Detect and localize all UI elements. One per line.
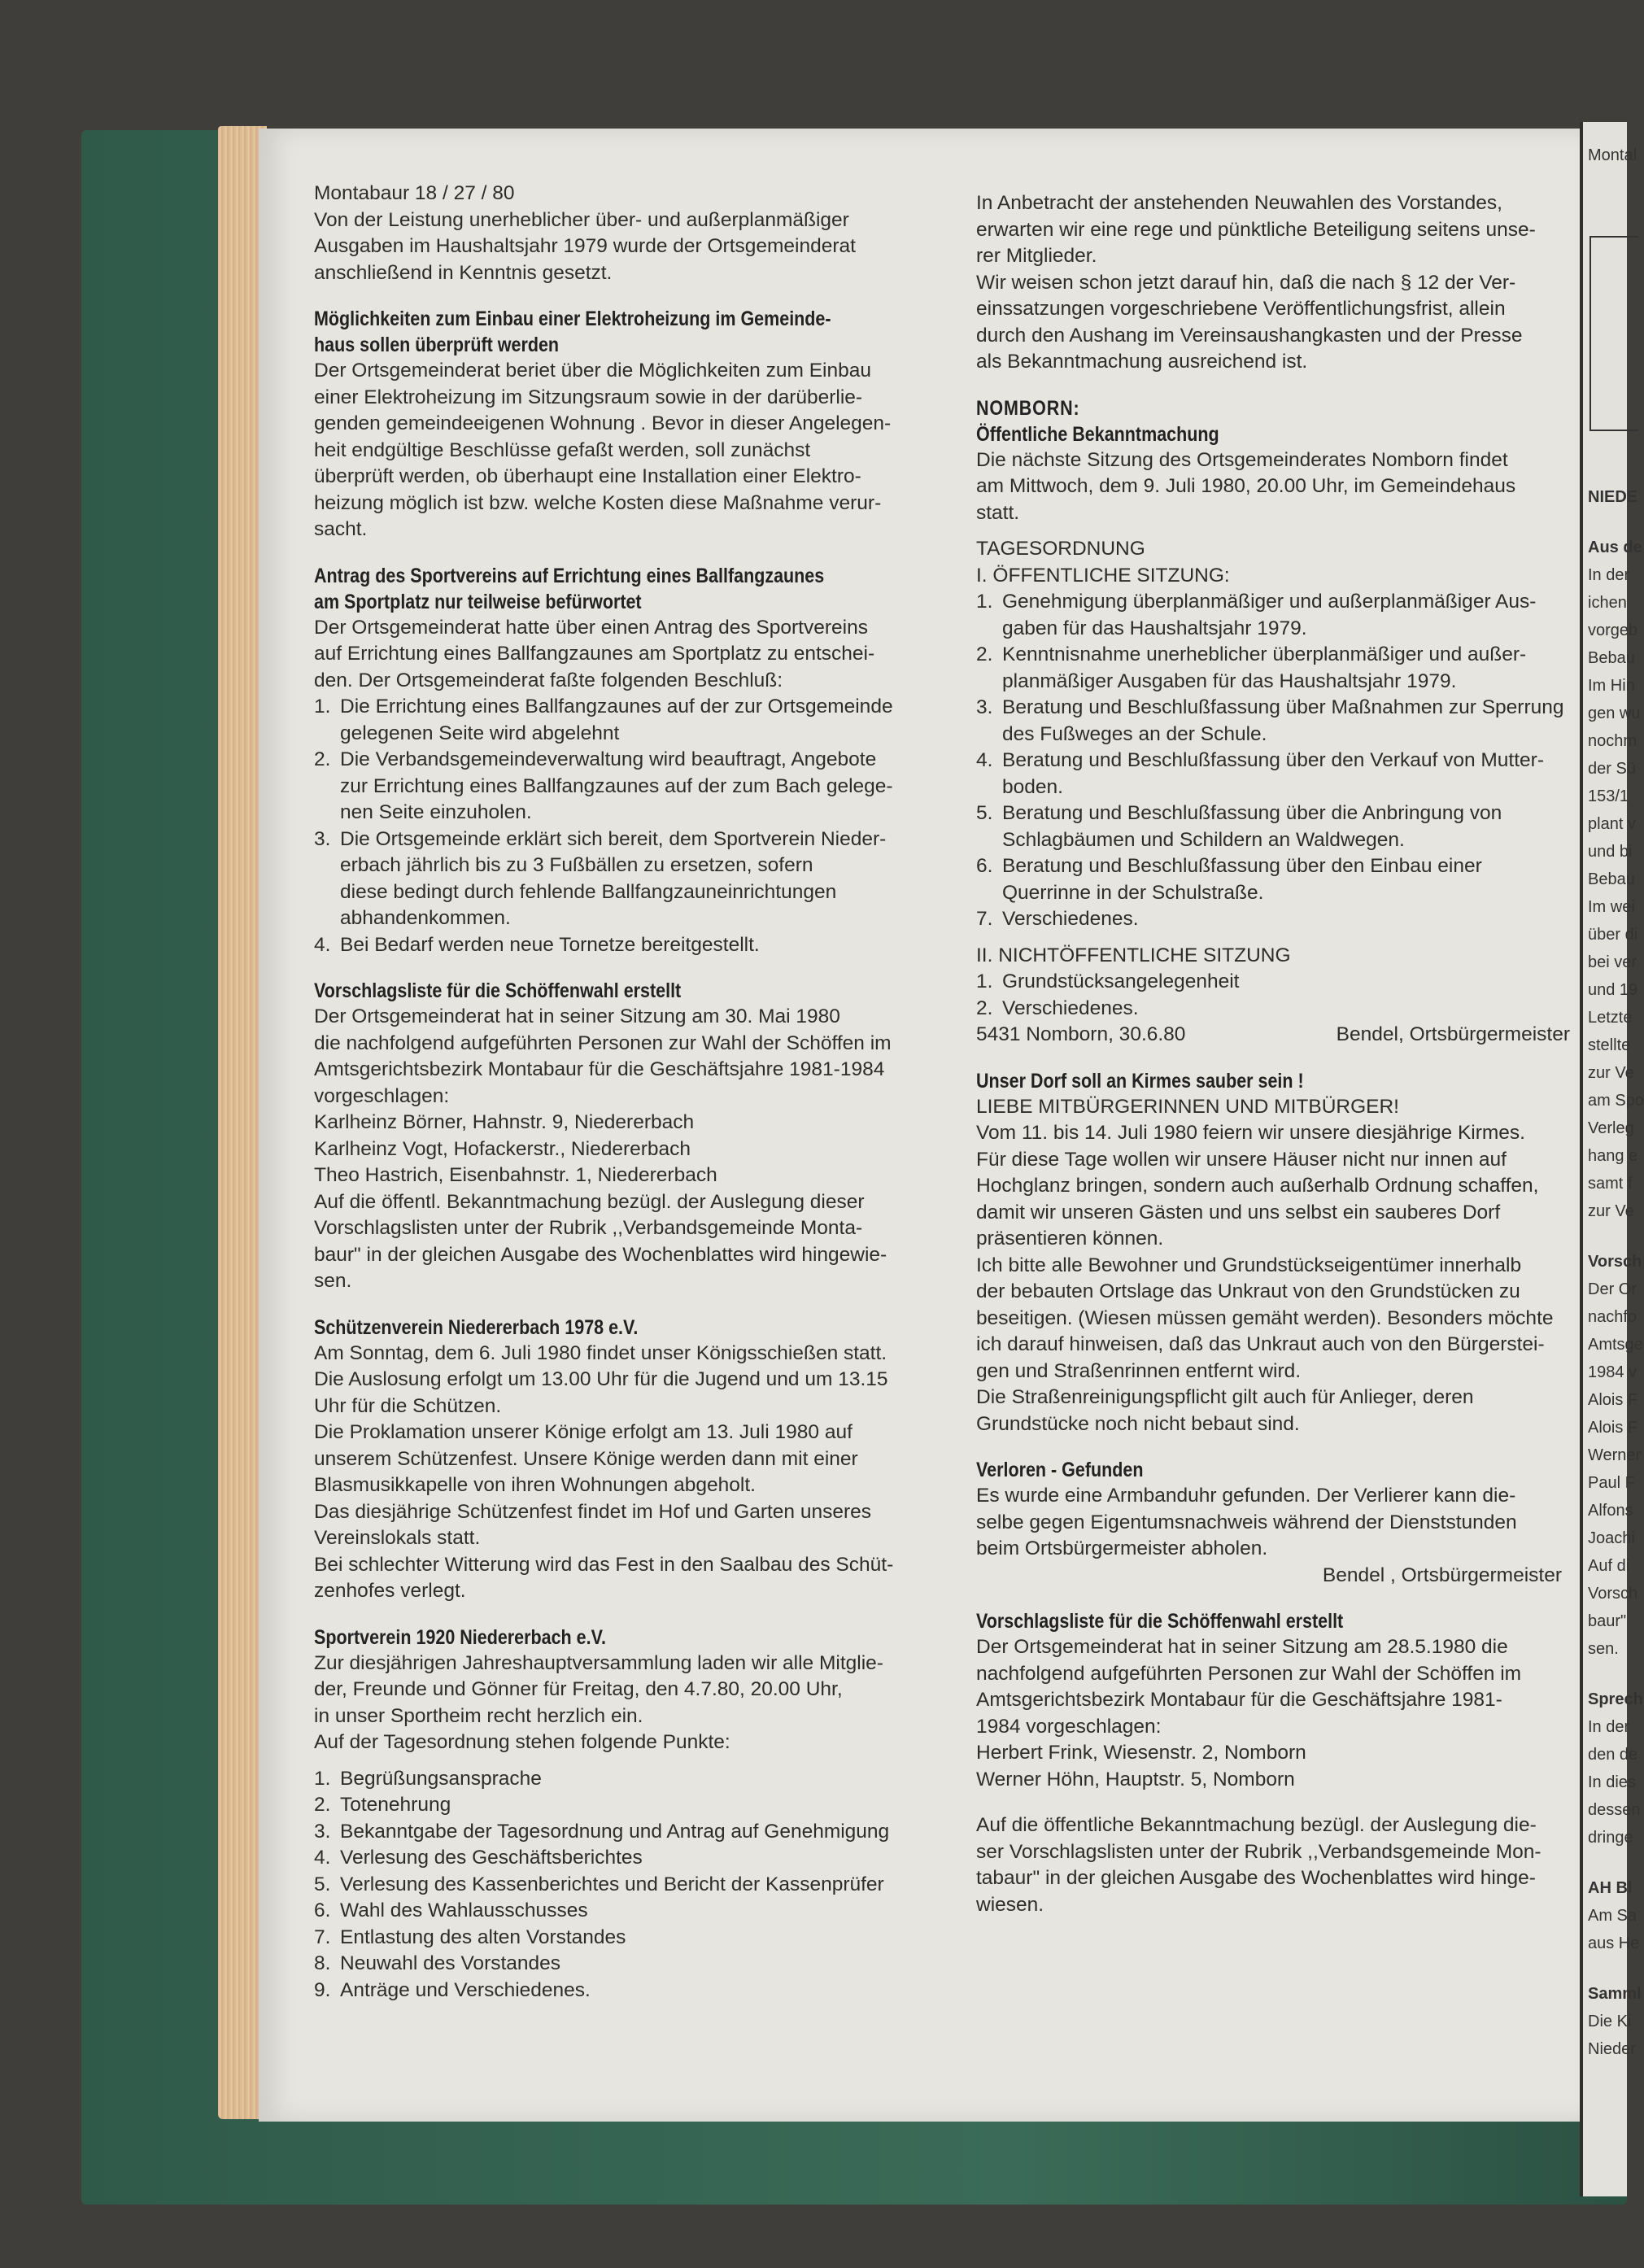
next-page-text-fragment: Auf di [1588, 1557, 1630, 1575]
list-item-number: 3. [314, 827, 331, 850]
article-heading: Vorschlagsliste für die Schöffenwahl erstellt [976, 1610, 1344, 1633]
list-item-number: 7. [314, 1926, 331, 1948]
list-item-text: Verschiedenes. [1002, 908, 1139, 930]
list-item [314, 1925, 957, 1952]
article-heading: Antrag des Sportvereins auf Errichtung eines Ballfangzaunes am Sportplatz nur teilweise befürwortet [314, 564, 825, 613]
spacer [976, 1793, 1578, 1803]
resolution-list [314, 694, 957, 958]
list-item [314, 1978, 957, 2004]
next-page-text-fragment: nachfo [1588, 1308, 1637, 1326]
next-page-text-fragment: Samml [1588, 1985, 1642, 2003]
list-item [314, 1872, 957, 1899]
article-heading: Schützenverein Niedererbach 1978 e.V. [314, 1315, 639, 1339]
next-page-text-fragment: Alfons [1588, 1502, 1633, 1520]
next-page-text-fragment: Letzte [1588, 1009, 1633, 1027]
list-item-text: Anträge und Verschiedenes. [340, 1978, 591, 2001]
article-body: In Anbetracht der anstehenden Neuwahlen des Vorstandes, erwarten wir eine rege und pünktliche Beteiligung seitens unse- rer Mitglieder. Wir weisen schon jetzt darauf hin, daß die nach § 12 der Ver- einssatzungen vorgeschriebene Veröffentlichungsfrist, allein durch den Aushang im Vereinsaushangkasten und der Presse als Bekanntmachung ausreichend ist. [976, 192, 1536, 373]
list-item-number: 1. [314, 696, 331, 717]
list-item-text: Grundstücksangelegenheit [1002, 970, 1240, 992]
next-page-text-fragment: Vorsch [1588, 1585, 1638, 1603]
next-page-text-fragment: Verleg [1588, 1119, 1634, 1137]
next-page-box [1589, 236, 1638, 431]
next-page-text-fragment: In der [1588, 566, 1630, 584]
list-item-number: 6. [976, 855, 993, 877]
next-page-text-fragment: Nieder [1588, 2040, 1636, 2058]
signature-place-date: 5431 Nomborn, 30.6.80 [976, 1023, 1186, 1045]
article-heading: Unser Dorf soll an Kirmes sauber sein ! [976, 1069, 1304, 1093]
next-page-text-fragment: hang e [1588, 1147, 1638, 1165]
spacer [314, 1756, 957, 1766]
article-heading: Öffentliche Bekanntmachung [976, 422, 1219, 446]
left-column [314, 181, 957, 2023]
next-page-text-fragment: 1984 v [1588, 1363, 1637, 1381]
signature-name: Bendel, Ortsbürgermeister [1336, 1023, 1570, 1045]
next-page-text-fragment: 153/1 [1588, 787, 1629, 805]
nonpublic-agenda-list [976, 969, 1578, 1022]
public-session-heading: I. ÖFFENTLICHE SITZUNG: [976, 564, 1230, 587]
list-item [314, 1766, 957, 1793]
right-column [976, 190, 1578, 1938]
list-item-number: 4. [976, 749, 993, 771]
public-agenda-list [976, 589, 1578, 933]
next-page-text-fragment: dringe [1588, 1829, 1633, 1847]
article-heading: Sportverein 1920 Niedererbach e.V. [314, 1625, 606, 1649]
list-item [976, 748, 1578, 800]
next-page-text-fragment: baur" [1588, 1612, 1627, 1630]
list-item-number: 4. [314, 933, 331, 956]
list-item-number: 5. [976, 802, 993, 824]
article-body: Auf die öffentliche Bekanntmachung bezügl. der Auslegung die- ser Vorschlagslisten unter der Rubrik ,,Verbandsgemeinde Mon- tabaur" in der gleichen Ausgabe des Wochenblattes wird hinge- wiesen. [976, 1814, 1542, 1916]
list-item [314, 694, 957, 747]
list-item-number: 1. [976, 591, 993, 613]
next-page-text-fragment: stellte [1588, 1036, 1631, 1054]
article-heading: Möglichkeiten zum Einbau einer Elektroheizung im Gemeinde- haus sollen überprüft werden [314, 307, 831, 356]
agenda-heading: TAGESORDNUNG [976, 538, 1145, 560]
list-item-number: 4. [314, 1847, 331, 1869]
list-item-text: Wahl des Wahlausschusses [340, 1899, 588, 1921]
next-page-text-fragment: Im Hin [1588, 677, 1635, 695]
article-schoeffen-left [314, 978, 957, 1295]
list-item-text: Beratung und Beschlußfassung über den Einbau einer Querrinne in der Schulstraße. [1002, 855, 1482, 904]
article-schuetzenverein [314, 1315, 957, 1605]
list-item-number: 9. [314, 1978, 331, 2001]
list-item-text: Beratung und Beschlußfassung über Maßnahmen zur Sperrung des Fußweges an der Schule. [1002, 696, 1564, 745]
spacer [976, 1803, 1578, 1812]
list-item-text: Bei Bedarf werden neue Tornetze bereitgestellt. [340, 933, 760, 956]
list-item-text: Begrüßungsansprache [340, 1767, 542, 1790]
article-body: Die nächste Sitzung des Ortsgemeinderates Nomborn findet am Mittwoch, dem 9. Juli 1980, 20.00 Uhr, im Gemeindehaus statt. [976, 448, 1516, 524]
list-item-text: Die Errichtung eines Ballfangzaunes auf der zur Ortsgemeinde gelegenen Seite wird abgelehnt [340, 696, 893, 744]
list-item [976, 800, 1578, 853]
list-item [976, 996, 1578, 1023]
list-item-number: 8. [314, 1952, 331, 1974]
next-page-text-fragment: Paul F [1588, 1474, 1635, 1492]
page-header-line: Montabaur 18 / 27 / 80 [314, 182, 515, 204]
next-page-text-fragment: NIEDE [1588, 488, 1638, 506]
list-item-number: 7. [976, 908, 993, 930]
list-item-text: Kenntnisnahme unerheblicher überplanmäßiger und außer- planmäßiger Ausgaben für das Haushaltsjahr 1979. [1002, 643, 1527, 692]
list-item-text: Beratung und Beschlußfassung über die Anbringung von Schlagbäumen und Schildern an Waldwegen. [1002, 802, 1502, 851]
article-body: Es wurde eine Armbanduhr gefunden. Der Verlierer kann die- selbe gegen Eigentumsnachweis während der Dienststunden beim Ortsbürgermeister abholen. [976, 1485, 1517, 1559]
list-item-text: Verschiedenes. [1002, 997, 1139, 1019]
intro-text: Von der Leistung unerheblicher über- und außerplanmäßiger Ausgaben im Haushaltsjahr 1979 wurde der Ortsgemeinderat anschließend in Kenntnis gesetzt. [314, 208, 856, 284]
list-item [314, 1819, 957, 1846]
list-item [976, 906, 1578, 933]
next-page-text-fragment: den de [1588, 1746, 1638, 1764]
next-page-text-fragment: Montal [1588, 146, 1637, 164]
next-page-text-fragment: Die Ki [1588, 2013, 1632, 2030]
next-page-text-fragment: Werner [1588, 1446, 1642, 1464]
list-item-number: 3. [314, 1820, 331, 1843]
list-item-number: 2. [314, 748, 331, 770]
next-page-text-fragment: Im wei [1588, 898, 1635, 916]
next-page-text-fragment: Am Sa [1588, 1907, 1637, 1925]
next-page-text-fragment: der Sü [1588, 760, 1636, 778]
list-item [314, 1792, 957, 1819]
article-body: Der Ortsgemeinderat hat in seiner Sitzung am 28.5.1980 die nachfolgend aufgeführten Personen zur Wahl der Schöffen im Amtsgerichtsbezirk Montabaur für die Geschäftsjahre 1981- 1984 vorgeschlagen: Herbert Frink, Wiesenstr. 2, Nomborn Werner Höhn, Hauptstr. 5, Nomborn [976, 1636, 1522, 1790]
list-item-text: Die Verbandsgemeindeverwaltung wird beauftragt, Angebote zur Errichtung eines Ballfangzaunes auf der zum Bach gelege- nen Seite einzuholen. [340, 748, 893, 823]
next-page-text-fragment: Alois F [1588, 1419, 1638, 1437]
next-page-text-fragment: Alois F [1588, 1391, 1638, 1409]
list-item-text: Die Ortsgemeinde erklärt sich bereit, dem Sportverein Nieder- erbach jährlich bis zu 3 Fußbällen zu ersetzen, sofern diese bedingt durch fehlende Ballfangzauneinrichtungen abhandenkommen. [340, 827, 887, 929]
next-page-text-fragment: AH Bl [1588, 1879, 1633, 1897]
list-item-number: 6. [314, 1899, 331, 1921]
list-item [314, 1898, 957, 1925]
next-page-text-fragment: ichen [1588, 594, 1627, 612]
next-page-text-fragment: Der Or [1588, 1280, 1637, 1298]
article-schoeffen-right [976, 1608, 1578, 1918]
next-page-text-fragment: zur Ve [1588, 1064, 1634, 1082]
next-page-text-fragment: gen wu [1588, 704, 1641, 722]
list-item-text: Totenehrung [340, 1794, 451, 1816]
next-page-text-fragment: Bebau [1588, 649, 1635, 667]
list-item-number: 1. [314, 1767, 331, 1790]
list-item-number: 2. [976, 997, 993, 1019]
article-kirmes [976, 1068, 1578, 1438]
next-page-text-fragment: bei ver [1588, 953, 1637, 971]
article-heading: Verloren - Gefunden [976, 1459, 1144, 1481]
next-page-text-fragment: und bi [1588, 843, 1633, 861]
article-body: Der Ortsgemeinderat beriet über die Möglichkeiten zum Einbau einer Elektroheizung im Sitzungsraum sowie in der darüberlie- genden gemeindeeigenen Wohnung . Bevor in dieser Angelegen- heit endgültige Beschlüsse gefaßt werden, soll zunächst überprüft werden, ob überhaupt eine Installation einer Elektro- heizung möglich ist bzw. welche Kosten diese Maßnahme verur- sacht. [314, 360, 892, 540]
next-page-text-fragment: vorgeb [1588, 622, 1638, 639]
article-sportverein [314, 1625, 957, 2004]
agenda-list [314, 1766, 957, 2004]
list-item-text: Verlesung des Kassenberichtes und Bericht der Kassenprüfer [340, 1873, 884, 1895]
next-page-text-fragment: plant v [1588, 815, 1636, 833]
article-lost-found [976, 1457, 1578, 1589]
next-page-text-fragment: Joachi [1588, 1529, 1635, 1547]
next-page-text-fragment: Vorsch [1588, 1253, 1642, 1271]
next-page-text-fragment: In der [1588, 1718, 1630, 1736]
next-page-text-fragment: dessen [1588, 1801, 1641, 1819]
list-item [314, 1845, 957, 1872]
list-item-text: Verlesung des Geschäftsberichtes [340, 1847, 643, 1869]
next-page-text-fragment: nochm [1588, 732, 1637, 750]
list-item-number: 2. [314, 1794, 331, 1816]
list-item-number: 2. [976, 643, 993, 665]
list-item [976, 589, 1578, 642]
list-item [976, 969, 1578, 996]
article-body: LIEBE MITBÜRGERINNEN UND MITBÜRGER! Vom 11. bis 14. Juli 1980 feiern wir unsere diesjährige Kirmes. Für diese Tage wollen wir unsere Häuser nicht nur innen auf Hochglanz bringen, sondern auch außerhalb Ordnung schaffen, damit wir unseren Gästen und uns selbst ein sauberes Dorf präsentieren können. Ich bitte alle Bewohner und Grundstückseigentümer innerhalb der bebauten Ortslage das Unkraut von den Grundstücken zu beseitigen. (Wiesen müssen gemäht werden). Besonders möchte ich darauf hinweisen, daß das Unkraut auch von den Bürgerstei- gen und Straßenrinnen entfernt wird. Die Straßenreinigungspflicht gilt auch für Anlieger, deren Grundstücke noch nicht bebaut sind. [976, 1095, 1554, 1435]
list-item-text: Beratung und Beschlußfassung über den Verkauf von Mutter- boden. [1002, 749, 1544, 798]
list-item [314, 1951, 957, 1978]
list-item-text: Neuwahl des Vorstandes [340, 1952, 561, 1974]
article-heading: Vorschlagsliste für die Schöffenwahl erstellt [314, 979, 682, 1002]
next-page-text-fragment: Aus de [1588, 539, 1642, 556]
list-item [314, 827, 957, 932]
list-item [976, 642, 1578, 695]
list-item-text: Bekanntgabe der Tagesordnung und Antrag auf Genehmigung [340, 1820, 890, 1843]
article-heating [314, 306, 957, 543]
list-item [314, 747, 957, 827]
next-page-text-fragment: samt f [1588, 1175, 1633, 1193]
list-item-number: 1. [976, 970, 993, 992]
article-nomborn [976, 395, 1578, 1049]
list-item [314, 932, 957, 959]
spacer [976, 933, 1578, 943]
next-page-text-fragment: zur Ve [1588, 1202, 1634, 1220]
nonpublic-session-heading: II. NICHTÖFFENTLICHE SITZUNG [976, 944, 1291, 966]
article-body: Der Ortsgemeinderat hatte über einen Antrag des Sportvereins auf Errichtung eines Ballfangzaunes am Sportplatz zu entschei- den. Der Ortsgemeinderat faßte folgenden Beschluß: [314, 616, 875, 691]
list-item [976, 853, 1578, 906]
next-page-sliver [1580, 122, 1644, 2196]
next-page-text-fragment: In dies [1588, 1773, 1636, 1791]
next-page-text-fragment: aus He [1588, 1934, 1640, 1952]
signature-name: Bendel , Ortsbürgermeister [1322, 1564, 1562, 1586]
article-body: Der Ortsgemeinderat hat in seiner Sitzung am 30. Mai 1980 die nachfolgend aufgeführten Personen zur Wahl der Schöffen im Amtsgerichtsbezirk Montabaur für die Geschäftsjahre 1981-1984 vorgeschlagen: Karlheinz Börner, Hahnstr. 9, Niedererbach Karlheinz Vogt, Hofackerstr., Niedererbach Theo Hastrich, Eisenbahnstr. 1, Niedererbach Auf die öffentl. Bekanntmachung bezügl. der Auslegung dieser Vorschlagslisten unter der Rubrik ,,Verbandsgemeinde Monta- baur" in der gleichen Ausgabe des Wochenblattes wird hingewie- sen. [314, 1005, 892, 1292]
article-body: Zur diesjährigen Jahreshauptversammlung laden wir alle Mitglie- der, Freunde und Gönner für Freitag, den 4.7.80, 20.00 Uhr, in unser Sportheim recht herzlich ein. Auf der Tagesordnung stehen folgende Punkte: [314, 1651, 883, 1753]
list-item-number: 3. [976, 696, 993, 718]
place-heading: NOMBORN: [976, 396, 1080, 420]
list-item-text: Entlastung des alten Vorstandes [340, 1926, 626, 1948]
next-page-text-fragment: über di [1588, 926, 1638, 944]
next-page-text-fragment: Bebau [1588, 870, 1635, 888]
article-body: Am Sonntag, dem 6. Juli 1980 findet unser Königsschießen statt. Die Auslosung erfolgt um 13.00 Uhr für die Jugend und um 13.15 Uhr für die Schützen. Die Proklamation unserer Könige erfolgt am 13. Juli 1980 auf unserem Schützenfest. Unsere Könige werden dann mit einer Blasmusikkapelle von ihren Wohnungen abgeholt. Das diesjährige Schützenfest findet im Hof und Garten unseres Vereinslokals statt. Bei schlechter Witterung wird das Fest in den Saalbau des Schüt- zenhofes verlegt. [314, 1341, 894, 1602]
next-page-text-fragment: sen. [1588, 1640, 1619, 1658]
next-page-text-fragment: und 19 [1588, 981, 1638, 999]
list-item-text: Genehmigung überplanmäßiger und außerplanmäßiger Aus- gaben für das Haushaltsjahr 1979. [1002, 591, 1537, 639]
signature-row [976, 1022, 1578, 1049]
next-page-text-fragment: Sprech [1588, 1690, 1643, 1708]
list-item-number: 5. [314, 1873, 331, 1895]
next-page-text-fragment: Amtsge [1588, 1336, 1643, 1354]
list-item [976, 695, 1578, 748]
article-ballfang [314, 563, 957, 959]
next-page-text-fragment: am Spo [1588, 1092, 1644, 1110]
spacer [976, 526, 1578, 536]
